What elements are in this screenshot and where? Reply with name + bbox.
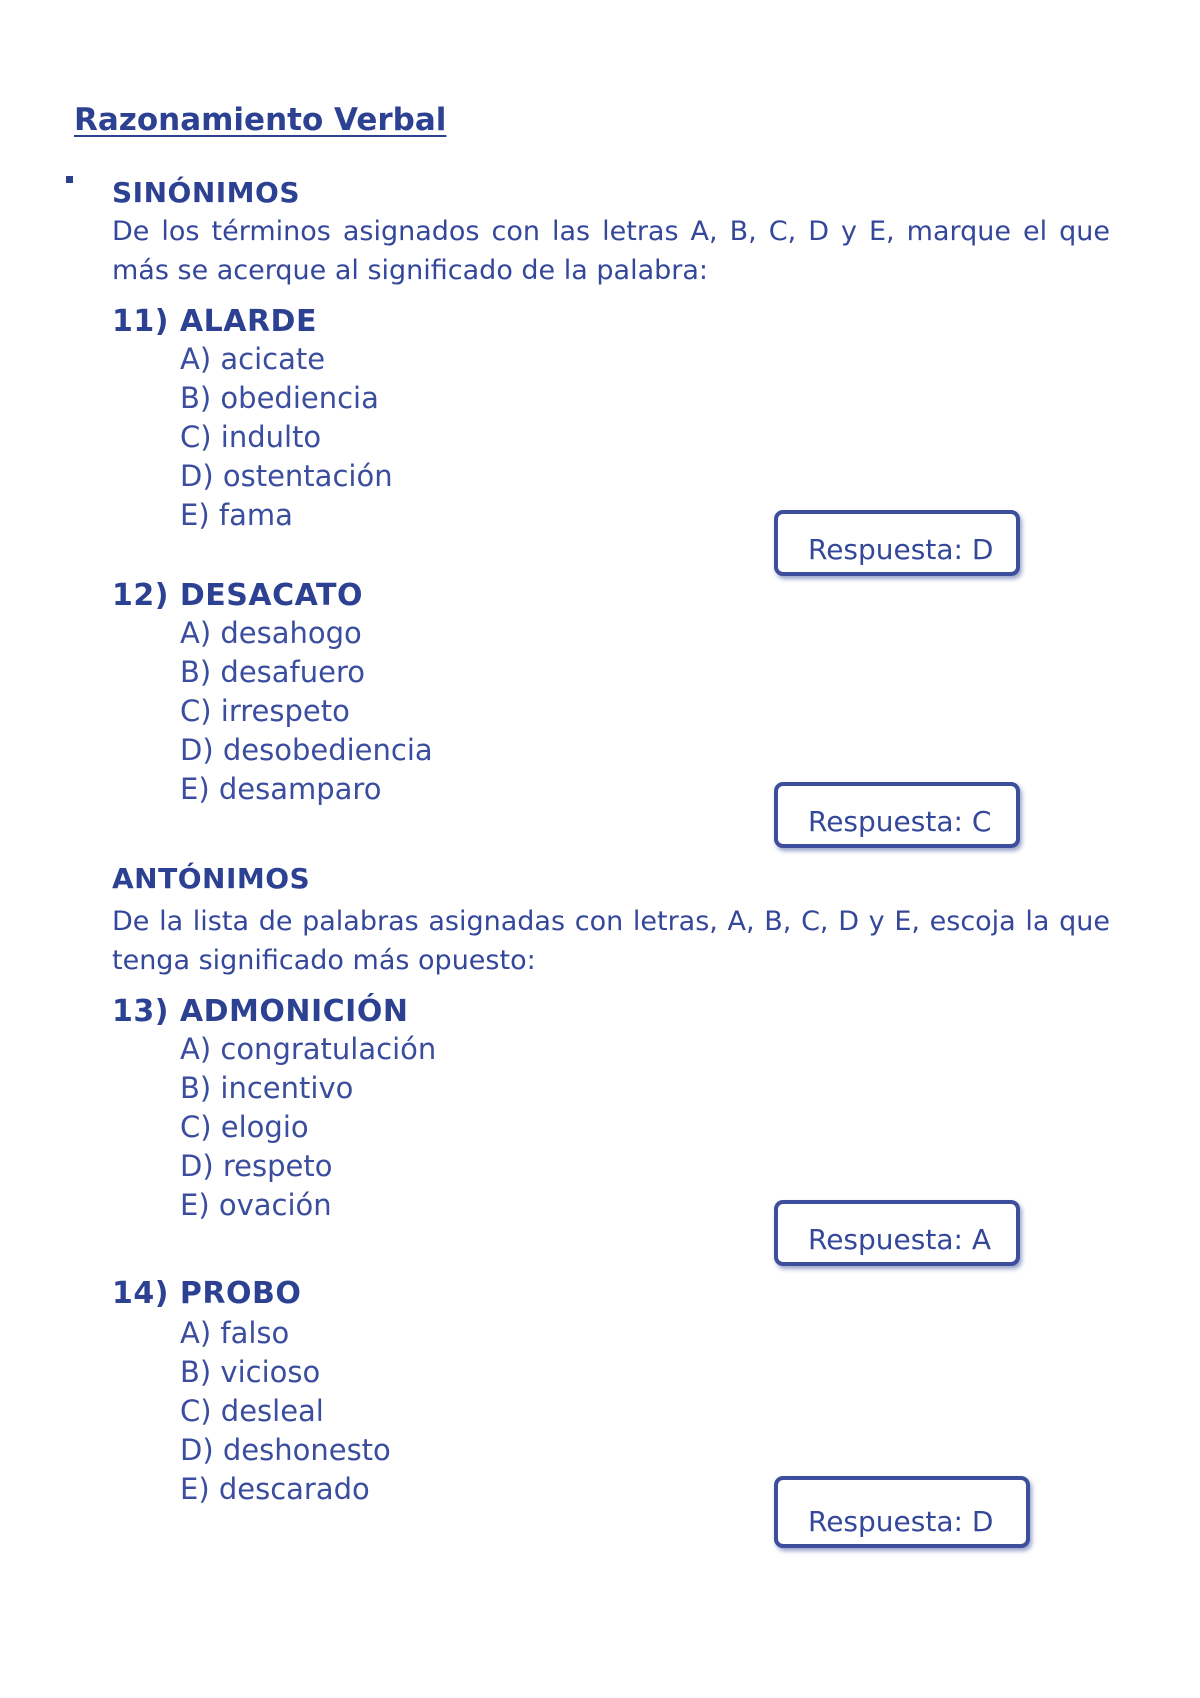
option-b: B) obediencia xyxy=(180,381,379,415)
option-list-12 xyxy=(180,614,433,809)
option-list-13 xyxy=(180,1030,436,1225)
option-c: C) elogio xyxy=(180,1110,309,1144)
option-a: A) falso xyxy=(180,1316,290,1350)
page-title: Razonamiento Verbal xyxy=(74,102,447,138)
option-e: E) ovación xyxy=(180,1188,332,1222)
option-e: E) desamparo xyxy=(180,772,382,806)
option-c: C) irrespeto xyxy=(180,694,350,728)
option-b: B) desafuero xyxy=(180,655,366,689)
option-a: A) congratulación xyxy=(180,1032,437,1066)
option-d: D) ostentación xyxy=(180,459,393,493)
bullet-icon xyxy=(66,176,73,183)
question-prompt-12: 12) DESACATO xyxy=(112,578,363,613)
answer-box-11 xyxy=(774,510,1020,576)
question-prompt-11: 11) ALARDE xyxy=(112,304,317,339)
option-d: D) deshonesto xyxy=(180,1433,391,1467)
option-e: E) descarado xyxy=(180,1472,370,1506)
option-a: A) desahogo xyxy=(180,616,362,650)
option-list-11 xyxy=(180,340,393,535)
option-c: C) desleal xyxy=(180,1394,324,1428)
section-instruction-antonimos: De la lista de palabras asignadas con letras, A, B, C, D y E, escoja la que tenga significado más opuesto: xyxy=(112,906,1110,976)
option-c: C) indulto xyxy=(180,420,322,454)
question-prompt-14: 14) PROBO xyxy=(112,1276,302,1311)
answer-text-11: Respuesta: D xyxy=(808,533,994,566)
section-heading-sinonimos: SINÓNIMOS xyxy=(112,176,301,209)
option-list-14 xyxy=(180,1314,391,1509)
option-d: D) respeto xyxy=(180,1149,333,1183)
answer-box-12 xyxy=(774,782,1020,848)
answer-text-13: Respuesta: A xyxy=(808,1223,991,1256)
section-instruction-sinonimos: De los términos asignados con las letras A, B, C, D y E, marque el que más se acerque al significado de la palabra: xyxy=(112,216,1110,286)
answer-text-14: Respuesta: D xyxy=(808,1505,994,1538)
section-heading-antonimos: ANTÓNIMOS xyxy=(112,862,311,895)
option-e: E) fama xyxy=(180,498,293,532)
answer-box-13 xyxy=(774,1200,1020,1266)
question-prompt-13: 13) ADMONICIÓN xyxy=(112,994,409,1029)
option-d: D) desobediencia xyxy=(180,733,433,767)
answer-box-14 xyxy=(774,1476,1030,1548)
option-b: B) vicioso xyxy=(180,1355,321,1389)
option-a: A) acicate xyxy=(180,342,326,376)
answer-text-12: Respuesta: C xyxy=(808,805,992,838)
option-b: B) incentivo xyxy=(180,1071,354,1105)
